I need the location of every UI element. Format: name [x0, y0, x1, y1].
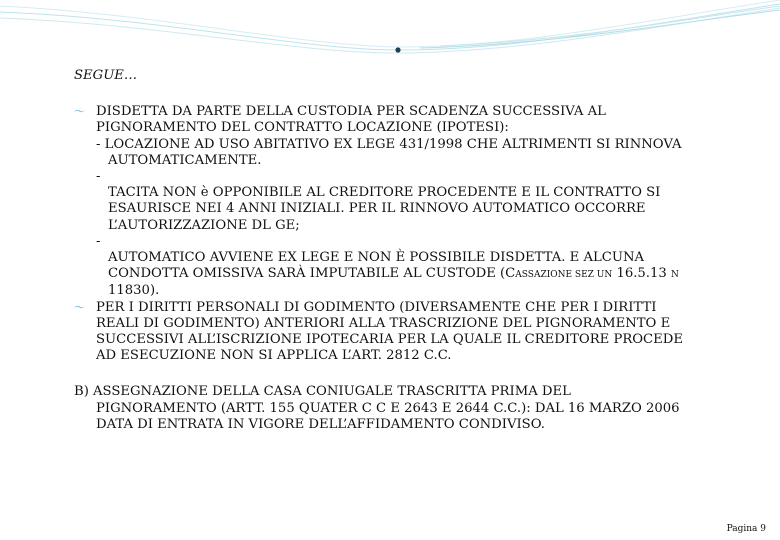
text-line: - LOCAZIONE AD USO ABITATIVO EX LEGE 431/1998 CHE ALTRIMENTI SI RINNOVA: [96, 136, 682, 152]
text-line: TACITA NON è OPPONIBILE AL CREDITORE PROCEDENTE E IL CONTRATTO SI: [108, 185, 661, 201]
sub-item-tacita: [74, 185, 717, 234]
dash-marker: -: [96, 169, 101, 185]
text-line: L’AUTORIZZAZIONE DL GE;: [108, 217, 300, 233]
bullet-diritti-personali: [74, 300, 717, 365]
text-line: DISDETTA DA PARTE DELLA CUSTODIA PER SCADENZA SUCCESSIVA AL: [96, 104, 606, 120]
small-caps-fragment: N: [670, 270, 679, 281]
bullet-disdetta: [74, 104, 717, 136]
text-line: PIGNORAMENTO DEL CONTRATTO LOCAZIONE (IPOTESI):: [96, 120, 509, 136]
header-dot-icon: [395, 47, 400, 52]
text-line: [108, 266, 717, 283]
wave-bullet-icon: 〜: [74, 300, 85, 314]
text-line: PER I DIRITTI PERSONALI DI GODIMENTO (DIVERSAMENTE CHE PER I DIRITTI: [96, 299, 657, 315]
text-line: PIGNORAMENTO (ARTT. 155 QUATER C C E 2643 E 2644 C.C.): DAL 16 MARZO 2006: [96, 400, 680, 416]
text-line: ESAURISCE NEI 4 ANNI INIZIALI. PER IL RINNOVO AUTOMATICO OCCORRE: [108, 201, 646, 217]
text-line: REALI DI GODIMENTO) ANTERIORI ALLA TRASCRIZIONE DEL PIGNORAMENTO E: [96, 315, 671, 331]
text-line: AD ESECUZIONE NON SI APPLICA L’ART. 2812 C.C.: [96, 348, 452, 364]
text-fragment: CONDOTTA OMISSIVA SARÀ IMPUTABILE AL CUSTODE (C: [108, 266, 516, 282]
slide-content: [74, 68, 717, 433]
header-wave-decoration: [0, 0, 780, 60]
text-fragment: 16.5.13: [612, 266, 671, 282]
small-caps-fragment: ASSAZIONE SEZ UN: [515, 270, 613, 281]
wave-bullet-icon: 〜: [74, 105, 85, 119]
segue-label: SEGUE…: [74, 68, 138, 83]
text-line: SUCCESSIVI ALL’ISCRIZIONE IPOTECARIA PER LA QUALE IL CREDITORE PROCEDE: [96, 332, 683, 348]
sub-item-locazione: [74, 137, 717, 169]
text-line: AUTOMATICAMENTE.: [108, 152, 262, 168]
text-line: DATA DI ENTRATA IN VIGORE DELL’AFFIDAMENTO CONDIVISO.: [96, 416, 545, 432]
text-line: AUTOMATICO AVVIENE EX LEGE E NON È POSSIBILE DISDETTA. E ALCUNA: [108, 250, 645, 266]
text-line: 11830).: [108, 283, 160, 299]
text-line: B) ASSEGNAZIONE DELLA CASA CONIUGALE TRASCRITTA PRIMA DEL: [74, 384, 571, 400]
dash-marker: -: [96, 233, 101, 249]
page-number: Pagina 9: [726, 524, 766, 534]
section-b: [74, 384, 717, 433]
sub-item-automatico: [74, 250, 717, 300]
